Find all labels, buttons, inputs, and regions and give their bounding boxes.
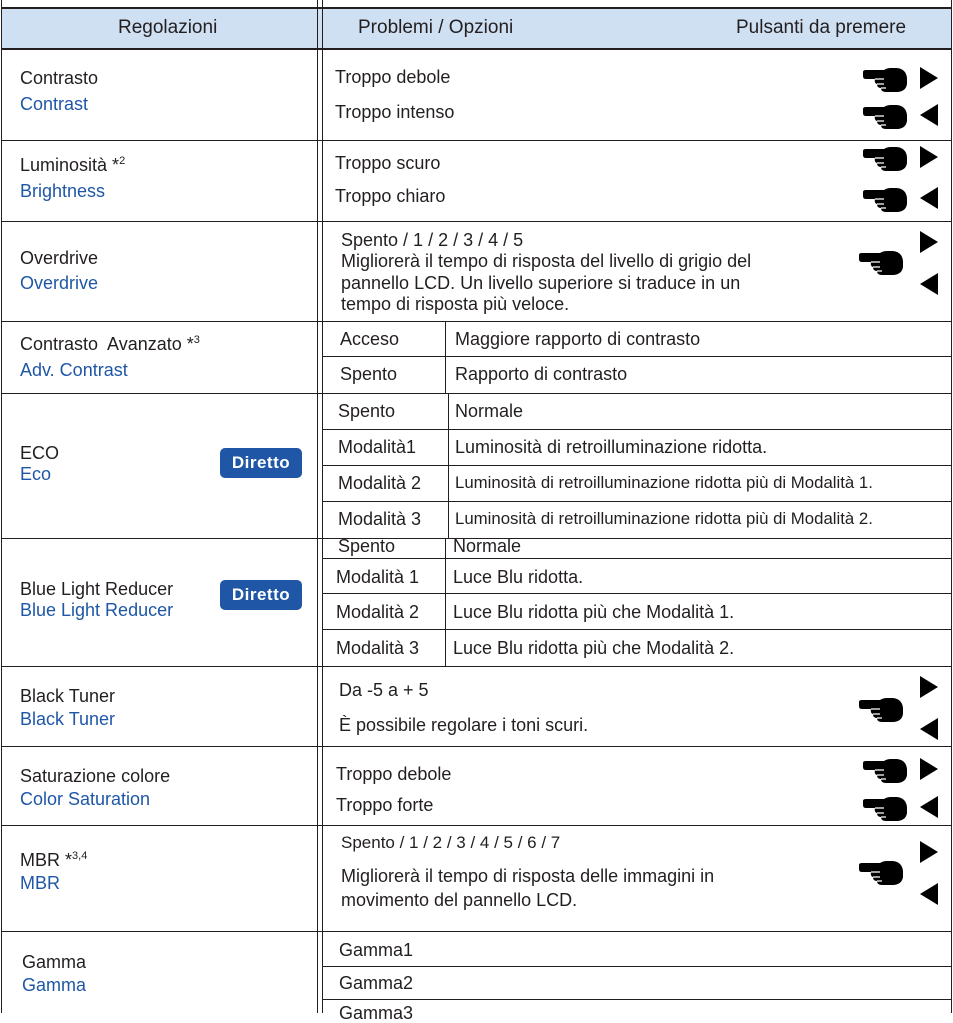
overdrive-label: Overdrive (20, 248, 99, 268)
gamma-label: Gamma (22, 952, 87, 972)
black-tuner-line2: È possibile regolare i toni scuri. (339, 715, 589, 735)
adv-contrast-opt-label: Acceso (340, 329, 400, 349)
triangle-left-icon[interactable] (920, 718, 938, 740)
black-tuner-line1: Da -5 a + 5 (339, 680, 429, 700)
contrasto-label: Contrasto (20, 68, 99, 88)
pointing-hand-icon (858, 697, 904, 723)
triangle-right-icon[interactable] (920, 676, 938, 698)
triangle-right-icon[interactable] (920, 758, 938, 780)
blue-light-opt-desc: Normale (453, 536, 522, 556)
blue-light-opt-desc: Luce Blu ridotta più che Modalità 2. (453, 638, 735, 658)
saturazione-opt1: Troppo debole (336, 764, 452, 784)
gamma-option: Gamma3 (339, 1003, 414, 1023)
pointing-hand-icon (862, 187, 908, 213)
gamma-option: Gamma2 (339, 973, 414, 993)
pointing-hand-icon (862, 758, 908, 784)
luminosita-opt1: Troppo scuro (335, 153, 441, 173)
pointing-hand-icon (858, 250, 904, 276)
diretto-badge: Diretto (220, 448, 302, 478)
saturazione-opt2: Troppo forte (336, 795, 434, 815)
adv-contrast-label: Contrasto Avanzato *$^3$ (20, 334, 200, 354)
adv-contrast-label-en: Adv. Contrast (20, 360, 128, 380)
triangle-left-icon[interactable] (920, 796, 938, 818)
mbr-line3: movimento del pannello LCD. (341, 890, 578, 910)
contrasto-opt2: Troppo intenso (335, 102, 455, 122)
eco-opt-label: Modalità1 (338, 437, 417, 457)
contrasto-label-en: Contrast (20, 94, 89, 114)
overdrive-label-en: Overdrive (20, 273, 99, 293)
triangle-left-icon[interactable] (920, 273, 938, 295)
gamma-option: Gamma1 (339, 940, 414, 960)
eco-label-en: Eco (20, 464, 52, 484)
eco-opt-desc: Luminosità di retroilluminazione ridotta più di Modalità 2. (455, 509, 873, 528)
eco-opt-desc: Luminosità di retroilluminazione ridotta. (455, 437, 768, 457)
pointing-hand-icon (862, 146, 908, 172)
triangle-right-icon[interactable] (920, 841, 938, 863)
mbr-label-en: MBR (20, 873, 60, 893)
eco-opt-label: Modalità 3 (338, 509, 422, 529)
pointing-hand-icon (862, 104, 908, 130)
triangle-left-icon[interactable] (920, 104, 938, 126)
triangle-left-icon[interactable] (920, 883, 938, 905)
blue-light-opt-label: Modalità 2 (336, 602, 420, 622)
overdrive-line2: Migliorerà il tempo di risposta del livello di grigio del (341, 251, 752, 271)
overdrive-line1: Spento / 1 / 2 / 3 / 4 / 5 (341, 230, 524, 250)
blue-light-opt-label: Spento (338, 536, 396, 556)
triangle-right-icon[interactable] (920, 146, 938, 168)
luminosita-label-en: Brightness (20, 181, 106, 201)
blue-light-opt-label: Modalità 1 (336, 567, 420, 587)
diretto-badge: Diretto (220, 580, 302, 610)
pointing-hand-icon (858, 860, 904, 886)
black-tuner-label-en: Black Tuner (20, 709, 116, 729)
eco-opt-label: Modalità 2 (338, 473, 422, 493)
overdrive-line3: pannello LCD. Un livello superiore si traduce in un (341, 273, 741, 293)
header-problemi-opzioni: Problemi / Opzioni (358, 17, 514, 38)
eco-label: ECO (20, 443, 60, 463)
blue-light-opt-label: Modalità 3 (336, 638, 420, 658)
gamma-label-en: Gamma (22, 975, 87, 995)
saturazione-label: Saturazione colore (20, 766, 171, 786)
pointing-hand-icon (862, 67, 908, 93)
mbr-label: MBR *$^{3,4}$ (20, 850, 88, 870)
blue-light-label: Blue Light Reducer (20, 579, 174, 599)
blue-light-opt-desc: Luce Blu ridotta più che Modalità 1. (453, 602, 735, 622)
blue-light-opt-desc: Luce Blu ridotta. (453, 567, 584, 587)
blue-light-label-en: Blue Light Reducer (20, 600, 174, 620)
luminosita-opt2: Troppo chiaro (335, 186, 446, 206)
header-pulsanti: Pulsanti da premere (736, 17, 907, 38)
eco-opt-desc: Luminosità di retroilluminazione ridotta più di Modalità 1. (455, 473, 873, 492)
triangle-right-icon[interactable] (920, 231, 938, 253)
adv-contrast-opt-label: Spento (340, 364, 398, 384)
eco-opt-label: Spento (338, 401, 396, 421)
overdrive-line4: tempo di risposta più veloce. (341, 294, 570, 314)
header-regolazioni: Regolazioni (118, 17, 218, 38)
saturazione-label-en: Color Saturation (20, 789, 151, 809)
triangle-left-icon[interactable] (920, 187, 938, 209)
eco-opt-desc: Normale (455, 401, 524, 421)
luminosita-label: Luminosità *$^2$ (20, 155, 126, 175)
black-tuner-label: Black Tuner (20, 686, 116, 706)
adv-contrast-opt-desc: Maggiore rapporto di contrasto (455, 329, 701, 349)
adv-contrast-opt-desc: Rapporto di contrasto (455, 364, 628, 384)
pointing-hand-icon (862, 796, 908, 822)
mbr-line2: Migliorerà il tempo di risposta delle immagini in (341, 866, 715, 886)
triangle-right-icon[interactable] (920, 67, 938, 89)
contrasto-opt1: Troppo debole (335, 67, 451, 87)
mbr-line1: Spento / 1 / 2 / 3 / 4 / 5 / 6 / 7 (341, 833, 561, 852)
